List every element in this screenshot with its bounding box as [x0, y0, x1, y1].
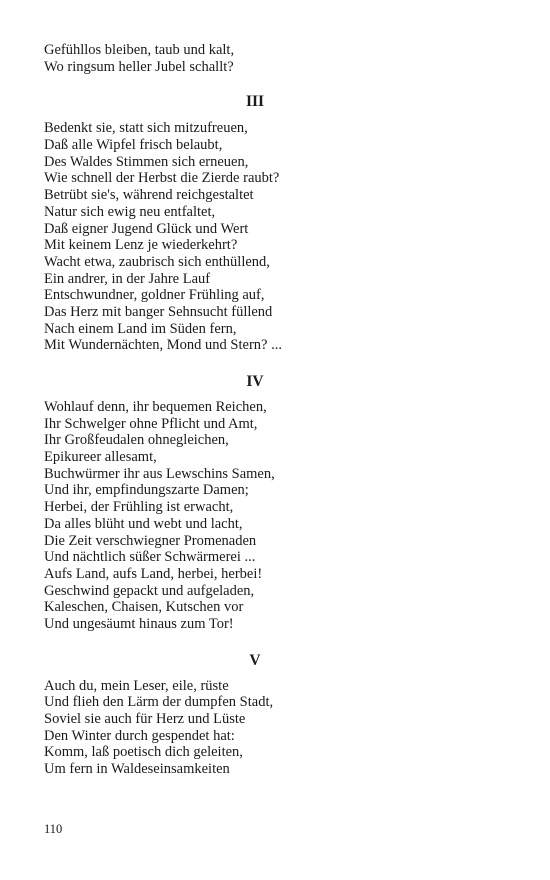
verse-line: Betrübt sie's, während reichgestaltet	[44, 187, 254, 204]
poem-page	[44, 42, 484, 778]
verse-line: Buchwürmer ihr aus Lewschins Samen,	[44, 465, 275, 482]
verse-line: Um fern in Waldeseinsamkeiten	[44, 761, 230, 778]
verse-line: Ihr Großfeudalen ohnegleichen,	[44, 432, 229, 449]
stanza-v	[44, 678, 484, 778]
verse-line: Entschwundner, goldner Frühling auf,	[44, 287, 265, 304]
poem-intro	[44, 42, 484, 75]
verse-line: Bedenkt sie, statt sich mitzufreuen,	[44, 120, 248, 137]
page-number: 110	[44, 822, 63, 836]
verse-line: Da alles blüht und webt und lacht,	[44, 515, 243, 532]
verse-line: Komm, laß poetisch dich geleiten,	[44, 744, 243, 761]
section-heading-iii: III	[245, 93, 265, 111]
verse-line: Geschwind gepackt und aufgeladen,	[44, 582, 255, 599]
stanza-iv	[44, 399, 484, 633]
verse-line: Natur sich ewig neu entfaltet,	[44, 203, 216, 220]
verse-line: Wacht etwa, zaubrisch sich enthüllend,	[44, 253, 270, 270]
verse-line: Aufs Land, aufs Land, herbei, herbei!	[44, 565, 263, 582]
stanza-iii	[44, 120, 484, 354]
verse-line: Wohlauf denn, ihr bequemen Reichen,	[44, 399, 267, 415]
verse-line: Wie schnell der Herbst die Zierde raubt?	[44, 170, 280, 187]
verse-line: Das Herz mit banger Sehnsucht füllend	[44, 303, 273, 320]
verse-line: Auch du, mein Leser, eile, rüste	[44, 677, 229, 694]
verse-line: Ihr Schwelger ohne Pflicht und Amt,	[44, 415, 258, 432]
verse-line: Soviel sie auch für Herz und Lüste	[44, 711, 246, 727]
verse-line: Und flieh den Lärm der dumpfen Stadt,	[44, 694, 274, 711]
verse-line: Wo ringsum heller Jubel schallt?	[44, 58, 234, 75]
verse-line: Mit Wundernächten, Mond und Stern? ...	[44, 337, 282, 354]
verse-line: Des Waldes Stimmen sich erneuen,	[44, 153, 249, 170]
section-heading-v: V	[249, 651, 261, 669]
verse-line: Nach einem Land im Süden fern,	[44, 320, 237, 337]
verse-line: Ein andrer, in der Jahre Lauf	[44, 270, 211, 287]
verse-line: Und ihr, empfindungszarte Damen;	[44, 482, 249, 499]
verse-line: Die Zeit verschwiegner Promenaden	[44, 532, 257, 549]
verse-line: Den Winter durch gespendet hat:	[44, 727, 235, 744]
verse-line: Herbei, der Frühling ist erwacht,	[44, 499, 234, 516]
verse-line: Daß eigner Jugend Glück und Wert	[44, 220, 249, 237]
verse-line: Und nächtlich süßer Schwärmerei ...	[44, 549, 256, 566]
section-heading-iv: IV	[246, 373, 264, 390]
verse-line: Mit keinem Lenz je wiederkehrt?	[44, 237, 238, 254]
verse-line: Gefühllos bleiben, taub und kalt,	[44, 42, 235, 58]
verse-line: Kaleschen, Chaisen, Kutschen vor	[44, 599, 244, 616]
verse-line: Daß alle Wipfel frisch belaubt,	[44, 137, 223, 154]
verse-line: Und ungesäumt hinaus zum Tor!	[44, 615, 234, 632]
verse-line: Epikureer allesamt,	[44, 449, 157, 466]
